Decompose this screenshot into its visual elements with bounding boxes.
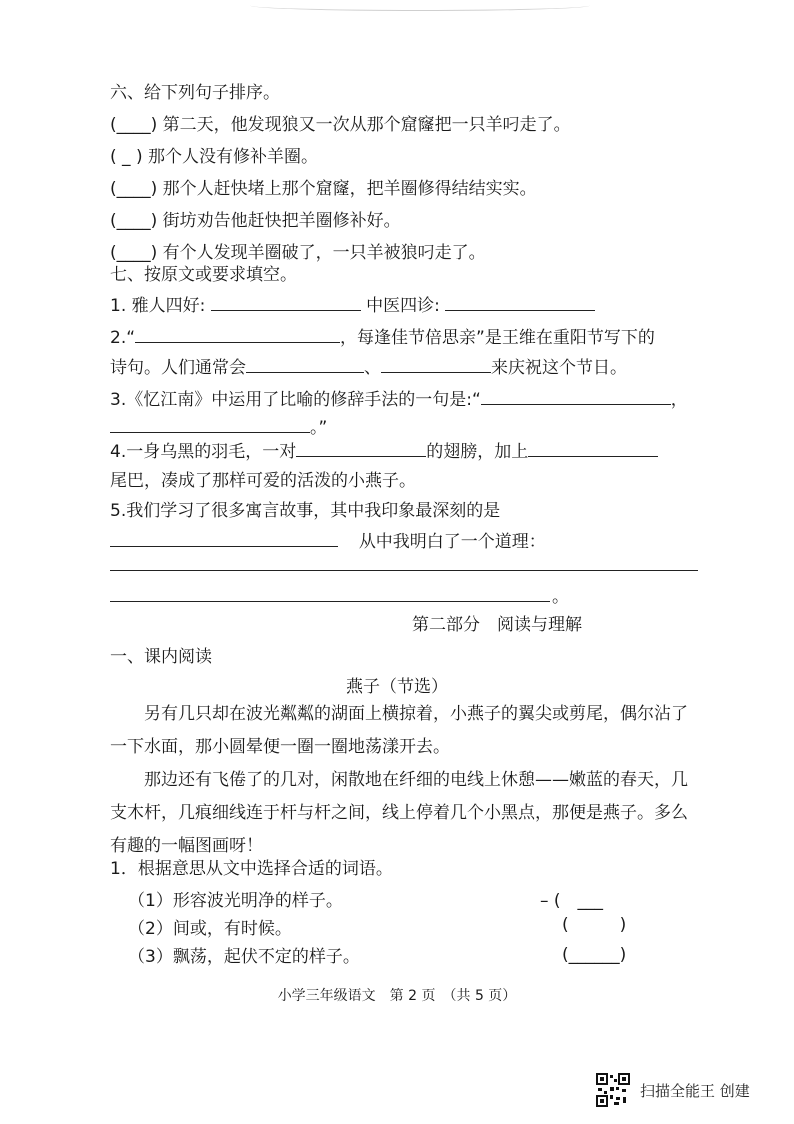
- answer-end-mark: 。: [552, 587, 569, 607]
- question-3-line1: [110, 388, 688, 411]
- sentence-text: 有个人发现羊圈破了，一只羊被狼叼走了。: [162, 243, 486, 263]
- reading-question-1: 1．根据意思从文中选择合适的词语。: [110, 859, 393, 879]
- passage-title: 燕子（节选）: [346, 677, 448, 697]
- list-item: [110, 178, 537, 200]
- list-item: [110, 114, 571, 136]
- q2-label-c: 诗句。人们通常会: [110, 358, 246, 378]
- answer-bracket[interactable]: (______): [562, 945, 627, 965]
- sentence-text: 那个人没有修补羊圈。: [147, 147, 318, 167]
- answer-line[interactable]: [110, 601, 550, 602]
- order-blank[interactable]: ( _ ): [110, 147, 143, 167]
- order-blank[interactable]: (____): [110, 179, 158, 199]
- section6-title: 六、给下列句子排序。: [110, 83, 280, 103]
- question-2-line2: [110, 356, 627, 379]
- list-item: [110, 210, 401, 232]
- passage-paragraph-2: 那边还有飞倦了的几对，闲散地在纤细的电线上休憩——嫩蓝的春天，几支木杆，几痕细线连于杆与杆之间，线上停着几个小黑点，那便是燕子。多么有趣的一幅图画呀！: [110, 770, 688, 856]
- fill-blank[interactable]: [110, 416, 310, 433]
- list-item: [110, 242, 486, 264]
- question-5-line1: 5.我们学习了很多寓言故事，其中我印象最深刻的是: [110, 501, 501, 521]
- q3-label-a: 3.《忆江南》中运用了比喻的修辞手法的一句是:“: [110, 390, 481, 410]
- q1-label-b: 中医四诊:: [366, 296, 440, 316]
- passage-paragraph-1: 另有几只却在波光粼粼的湖面上横掠着，小燕子的翼尖或剪尾，偶尔沾了一下水面，那小圆晕便一圈一圈地荡漾开去。: [110, 704, 688, 757]
- list-item: [110, 146, 318, 168]
- q5-label-b: 从中我明白了一个道理：: [358, 532, 546, 552]
- question-4-line1: [110, 440, 658, 463]
- qr-code-icon: [596, 1073, 630, 1107]
- sentence-text: 街坊劝告他赶快把羊圈修补好。: [162, 211, 401, 231]
- question-2-line1: [110, 326, 655, 349]
- fill-blank[interactable]: [528, 440, 658, 457]
- sentence-text: 第二天，他发现狼又一次从那个窟窿把一只羊叼走了。: [162, 115, 571, 135]
- sub-item-label: （1）形容波光明净的样子。: [128, 891, 343, 911]
- q4-label-b: 的翅膀，加上: [426, 442, 529, 462]
- q2-label-b: ，每逢佳节倍思亲”是王维在重阳节写下的: [340, 328, 655, 348]
- q4-label-a: 4.一身乌黑的羽毛，一对: [110, 442, 297, 462]
- fill-blank[interactable]: [296, 440, 426, 457]
- fill-blank[interactable]: [481, 388, 671, 405]
- q3-label-b: ，: [670, 390, 688, 410]
- scanner-watermark: 扫描全能王 创建: [640, 1082, 750, 1100]
- page-fold-mark: [250, 0, 590, 11]
- answer-line[interactable]: [110, 570, 698, 571]
- q2-label-a: 2.“: [110, 328, 136, 348]
- q2-label-d: 、: [364, 358, 381, 378]
- answer-bracket[interactable]: – ( ___: [540, 891, 604, 911]
- part2-title: 第二部分 阅读与理解: [412, 615, 582, 635]
- part2-subtitle: 一、课内阅读: [110, 647, 212, 667]
- sub-item-label: （2）间或，有时候。: [128, 919, 292, 939]
- q1-label-a: 1. 雅人四好:: [110, 296, 206, 316]
- q2-label-e: 来庆祝这个节日。: [491, 358, 627, 378]
- fill-blank[interactable]: [246, 356, 364, 373]
- page-footer: 小学三年级语文 第 2 页 （共 5 页）: [277, 988, 517, 1004]
- order-blank[interactable]: (____): [110, 115, 158, 135]
- section7-title: 七、按原文或要求填空。: [110, 265, 297, 285]
- q3-label-c: 。”: [310, 418, 328, 438]
- question-4-line2: 尾巴，凑成了那样可爱的活泼的小燕子。: [110, 471, 416, 491]
- question-1: [110, 294, 595, 317]
- fill-blank[interactable]: [381, 356, 491, 373]
- sub-item-label: （3）飘荡，起伏不定的样子。: [128, 947, 360, 967]
- order-blank[interactable]: (____): [110, 211, 158, 231]
- fill-blank[interactable]: [211, 294, 361, 311]
- answer-bracket[interactable]: ( ): [562, 915, 627, 935]
- fill-blank[interactable]: [445, 294, 595, 311]
- fill-blank[interactable]: [110, 530, 338, 547]
- fill-blank[interactable]: [135, 326, 340, 343]
- question-5-line2: [110, 530, 546, 553]
- sentence-text: 那个人赶快堵上那个窟窿，把羊圈修得结结实实。: [162, 179, 537, 199]
- order-blank[interactable]: (____): [110, 243, 158, 263]
- question-3-line2: [110, 416, 327, 439]
